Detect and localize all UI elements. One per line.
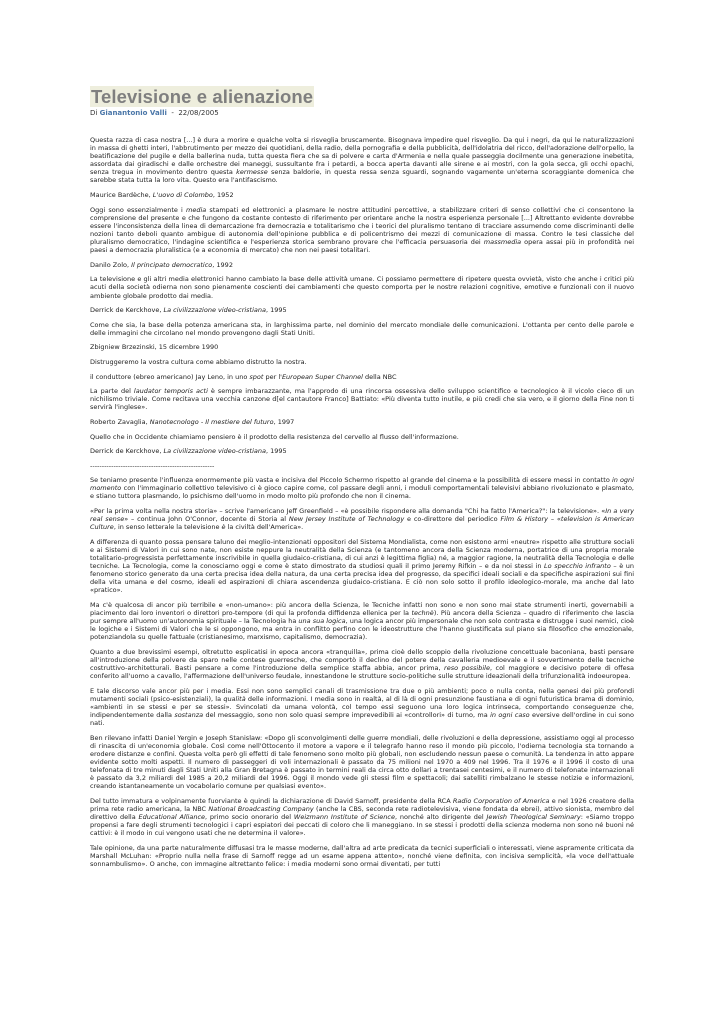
emph: Educational Alliance	[138, 813, 206, 822]
cite-work: Il principato democratico	[131, 260, 213, 269]
text: A differenza di quanto possa pensare taluno dei meglio-intenzionati oppositori del Sistema Mondialista, come non esistono armi «neutre» rispetto alle strutture sociali e ai Sistemi di Valori in cui sono nate, non esiste neppure la neutralità della Scienza (e tantomeno ancora della Scienza moderna, portatrice di una propria morale totalitario-progressista perfettamente inscrivibile in quella giudaico-cristiana, di cui anzi è legittima figlia) né, a maggior ragione, la neutralità della Tecnologia e delle tecniche. La Tecnologia, come la conosciamo oggi e come è stato dimostrato da studiosi quali il primo Jeremy Rifkin – e da noi stessi in	[90, 537, 634, 571]
emph: massmedia	[483, 238, 522, 247]
cite-year: , 1992	[212, 260, 233, 269]
emph: Weizmann Institute of Science	[293, 813, 395, 822]
quote-citation	[90, 306, 634, 314]
quote-zavaglia	[90, 387, 634, 411]
emph: technè	[411, 609, 434, 618]
text: delle informazioni. I media sono in realtà, al di là di ogni presunzione faustiana e di ogni futuristica brama di dominio, «ambienti in se stessi e per se stessi». Svincolati da umana volontà, col tempo essi seguono una loro logica intrinseca, comportando conseguenze che, indipendentemente dalla	[90, 694, 634, 720]
emph: kermesse	[236, 168, 268, 177]
emph: National Broadcasting Company	[208, 805, 314, 813]
emph: Film & History	[500, 515, 548, 524]
cite-author: Derrick de Kerckhove,	[90, 306, 164, 315]
cite-year: , 1995	[266, 306, 287, 315]
text: E tale discorso vale ancor più per i media. Essi non sono semplici canali di trasmissione tra due o più ambienti; poco o nulla conta, nella genesi dei più profondi mutamenti sociali (psico-esistenziali), la	[90, 686, 634, 703]
cite-year: , 1997	[273, 417, 295, 426]
byline-separator: -	[171, 109, 174, 117]
text: , col maggiore e decisivo potere di offesa conferito all'uomo a cavallo, l'affermazione dell'universo feudale, innestandone le strutture socio-politiche sulle strutture ideazionali della trifunzionalità indoeuropea.	[90, 664, 634, 681]
quote-kerckhove-2: Quello che in Occidente chiamiamo pensiero è il prodotto della resistenza del cervello al flusso dell'informazione.	[90, 432, 459, 441]
emph: è	[221, 523, 226, 532]
text: della NBC	[362, 372, 397, 381]
text: eversive dell'ordine in cui sono nati.	[90, 711, 634, 728]
emph: in ogni caso	[490, 711, 530, 720]
text: Oggi sono essenzialmente i	[90, 205, 187, 214]
body-paragraph	[90, 797, 634, 837]
text: : «Siamo troppo propensi a fare degli strumenti tecnologici i capri espiatori dei peccati di coloro che li maneggiano. In se stessi i prodotti della scienza moderna non sono né buoni né cattivi: è il modo in cui vengono usati che ne determina il valore».	[90, 813, 634, 838]
text: ). Più ancora della Scienza – quadro di riferimento che lascia pur sempre all'uomo un'autonomia spirituale – la Tecnologia ha	[90, 609, 634, 626]
emph: European Super Channel	[281, 372, 363, 381]
cite-work: La civilizzazione video-cristiana	[163, 306, 266, 315]
cite-work: La civilizzazione video-cristiana	[163, 447, 266, 456]
text: stampati ed elettronici a plasmare le nostre attitudini percettive, a stabilizzare criteri di senso collettivi che ci consentono la comprensione del presente e che fungono da costante contesto di riferimento per orientare anche la nostra esperienza personale [...] Altrettanto evidente dovrebbe essere l'inconsistenza della linea di demarcazione fra democrazia e totalitarismo che i teorici del pluralismo tentano di tracciare assumendo come discriminanti delle nozioni tanto deboli quanto ambigue di autonomia dell'opinione pubblica e di policentrismo dei mezzi di comunicazione di massa. Contro le tesi classiche del pluralismo democratico, l'indagine scientifica e l'esperienza storica sembrano provare che l'efficacia persuasoria dei	[90, 205, 634, 247]
byline-prefix: Di	[90, 109, 98, 117]
emph: Jewish Theological Seminary	[486, 813, 581, 822]
text: Del tutto immatura e volpinamente fuorviante è quindi la dichiarazione di David Sarnoff, presidente della RCA	[90, 796, 453, 805]
body-paragraph	[90, 507, 634, 531]
cite-author: Derrick de Kerckhove,	[90, 447, 164, 456]
quote-leno: Distruggeremo la vostra cultura come abbiamo distrutto la nostra.	[90, 357, 307, 366]
text: e nel 1926 creatore della prima rete radio americana, la NBC	[90, 796, 634, 813]
text: La parte del	[90, 387, 134, 396]
cite-year: , 1952	[212, 191, 234, 200]
text: per l'	[263, 372, 282, 381]
text: , primo socio onorario del	[205, 813, 294, 822]
cite-author: Roberto Zavaglia,	[90, 417, 150, 426]
section-separator: -----------------------------------------------------	[90, 461, 215, 470]
text: con l'immaginario collettivo televisivo ci è gioco capire come, col passare degli anni, i moduli comportamentali televisivi abbiano rivoluzionato e plasmato, e stiano tuttora plasmando, lo psichismo dell'uomo in modo molto più profondo che non il cinema.	[90, 484, 634, 501]
text: e co-direttore del periodico	[404, 515, 501, 524]
quote-citation	[90, 191, 634, 199]
byline	[90, 109, 634, 118]
text: Questa razza di casa nostra [...] è dura a morire e qualche volta si risveglia bruscamente. Bisognava impedire quel risveglio. Da qui i negri, da qui le naturalizzazioni in massa di ghetti interi, l'abbrutimento per mezzo dei quotidiani, della radio, della pornografia e della pubblicità, dell'idolatria del ricco, dell'adorazione dell'orpello, la beatificazione del pugile e della ballerina nuda, tutta questa fiera che sa di polvere e carta d'Armenia e nella quale passeggia docilmente una generazione inebetita, assordata dai giradischi e dalle orchestre dei maneggi, sussultante fra i petardi, a bocca aperta davanti alle sirene e ai mostri, con la gola secca, gli occhi opachi, senza tregua in movimento dentro questa	[90, 136, 634, 177]
body-paragraph	[90, 734, 634, 791]
emph: Radio Corporation of America	[452, 796, 550, 805]
text: è sempre imbarazzante, ma l'approdo di una rincorsa ossessiva dello sviluppo scientifico e tecnologico è il vicolo cieco di un nichilismo triviale. Come recitava una vecchia canzone d[el cantautore Franco] Battiato: «Più diventa tutto inutile, e più credi che sia vero, e il giorno della Fine non ti servirà l'inglese».	[90, 387, 634, 412]
text: Tale opinione, da una parte naturalmente diffusasi tra le masse moderne, dall'altra ad arte predicata da tecnici superficiali o interessati, viene aspramente criticata da Marshall McLuhan: «Proprio nulla nella frase di Sarnoff regge ad un esame appena attento», nonché viene definita, con incisiva semplicità, «la voce dell'attuale sonnambulismo». O anche, con immagine altrettanto felice: i media moderni sono ormai diventati, per tutti	[90, 843, 634, 869]
quote-citation	[90, 373, 634, 381]
cite-author: Danilo Zolo,	[90, 260, 132, 269]
text: , nonché alto dirigente del	[395, 813, 487, 822]
cite-work: L'uovo di Colombo	[152, 191, 213, 200]
text: senza baldorie, in questa ressa senza sguardi, sognando vagamente un'eterna scoraggiante domenica che sarebbe stata tutta la loro vita. Questo era l'antifascismo.	[90, 168, 634, 185]
emph: laudator temporis acti	[133, 387, 208, 396]
text: » – continua John O'Connor, docente di Storia al	[124, 515, 289, 524]
emph: reso possibile	[444, 664, 490, 673]
cite-year: , 1995	[266, 447, 287, 456]
text: (anche la CBS, seconda rete radiotelevisiva, viene fondata da ebrei), attivo sionista, membro del direttivo della	[90, 805, 634, 822]
emph: media	[186, 205, 207, 214]
text: del messaggio, sono non solo quasi sempre imprevedibili ai «controllori» di turno, ma	[203, 711, 491, 720]
quote-bardeche	[90, 136, 634, 185]
publish-date: 22/08/2005	[178, 109, 219, 117]
body-paragraph	[90, 844, 634, 868]
text: «Per la prima volta nella nostra storia» – scrive l'americano Jeff Greenfield – «è possibile rispondere alla domanda "Chi ha fatto l'America?": la televisione». «	[90, 507, 606, 515]
cite-work: Nanotecnologo - Il mestiere del futuro	[149, 417, 274, 426]
text: Ma c'è qualcosa di ancor più terribile e «non-umano»: più ancora della Scienza, le Tecniche infatti non sono e non sono mai state strumenti inerti, governabili a piacimento dai loro inventori o direttori pro-tempore (di qui la profonda diffidenza ellenica per la	[90, 600, 634, 618]
quote-zolo	[90, 206, 634, 255]
text: Se teniamo presente l'influenza enormemente più vasta e incisiva del Piccolo Schermo rispetto al grande del cinema e la possibilità di essere messi in contatto	[90, 476, 612, 485]
body-paragraph	[90, 687, 634, 727]
cite-author: Maurice Bardèche,	[90, 191, 153, 200]
body-paragraph	[90, 648, 634, 680]
body-paragraph	[90, 476, 634, 500]
body-paragraph	[90, 601, 634, 641]
emph: television is American Culture	[90, 515, 634, 532]
text: Quanto a due brevissimi esempi, oltretutto esplicatisi in epoca ancora «tranquilla», prima cioè dello scoppio della rivoluzione concettuale baconiana, basti pensare all'introduzione della polvere da sparo nelle contese guerresche, che comportò il declino del potere della cavalleria medioevale e il sovvertimento delle tecniche costruttivo-architetturali. Basti pensare a come l'introduzione della semplice staffa abbia, ancor prima,	[90, 647, 634, 673]
author-link[interactable]: Gianantonio Valli	[99, 109, 167, 117]
emph: qualità	[223, 694, 246, 703]
quote-kerckhove-1: La televisione e gli altri media elettronici hanno cambiato la base delle attività umane. Ci possiamo permettere di ripetere questa ovvietà, visto che anche i critici più acuti della società odierna non sono pienamente coscienti dei cambiamenti che questo comporta per le nostre relazioni cognitive, emotive e funzionali con il nuovo ambiente globale prodotto dai media.	[90, 275, 634, 300]
text: – è un fenomeno storico generato da una certa precisa idea della natura, da una certa precisa idea del progresso, da specifici ideali sociali e da specifiche aspirazioni sui fini della vita umana e del cosmo, ideali ed aspirazioni di chiara ascendenza giudaico-cristiana. E ciò non solo sotto il profilo ideologico-morale, ma anche dal lato «pratico».	[90, 562, 634, 595]
emph: Lo specchio infranto	[544, 562, 611, 571]
text: , una logica ancor più impersonale che non solo contrasta e distrugge i suoi nemici, cioè le logiche e i Sistemi di Valori che le si oppongono, ma entra in conflitto perfino con le ideostrutture che l'hanno giustificata sul piano sia filosofico che emozionale, potenziandola su quelle fattuale (cristianesimo, marxismo, capitalismo, democrazia).	[90, 617, 635, 642]
quote-citation	[90, 261, 634, 269]
text: il conduttore (ebreo americano) Jay Leno, in uno	[90, 372, 250, 381]
text: – «	[547, 515, 561, 524]
text: , in senso letterale la televisione	[113, 523, 222, 532]
emph: In a very real sense	[90, 507, 634, 524]
quote-citation	[90, 418, 634, 426]
text: opera assai più in profondità nei paesi a democrazia pluralistica (e a economia di mercato) che non nei paesi totalitari.	[90, 238, 634, 255]
emph: sostanza	[174, 711, 204, 720]
emph: spot	[249, 372, 264, 381]
emph: una sua logica	[298, 617, 346, 626]
body-paragraph	[90, 538, 634, 595]
emph: New Jersey Institute of Technology	[288, 515, 405, 524]
quote-citation	[90, 447, 634, 455]
emph: in ogni momento	[90, 476, 634, 493]
quote-brzezinski: Come che sia, la base della potenza americana sta, in larghissima parte, nel dominio del mercato mondiale delle comunicazioni. L'ottanta per cento delle parole e delle immagini che circolano nel mondo provengono dagli Stati Uniti.	[90, 320, 634, 337]
quote-citation: Zbigniew Brzezinski, 15 dicembre 1990	[90, 343, 219, 352]
page-title: Televisione e alienazione	[91, 86, 314, 107]
text: la civiltà dell'America».	[225, 523, 304, 532]
text: Ben rilevano infatti Daniel Yergin e Joseph Stanislaw: «Dopo gli sconvolgimenti delle guerre mondiali, delle rivoluzioni e della depressione, assistiamo oggi al processo di rinascita di un'economia globale. Così come nell'Ottocento il motore a vapore e il telegrafo hanno reso il mondo più piccolo, l'odierna tecnologia sta tornando a erodere distanze e confini. Questa volta però gli effetti di tale fenomeno sono molto più globali, non escludendo nessun paese o comunità. La tendenza in atto appare evidente sotto molti aspetti. Il numero di passeggeri di voli internazionali è passato da 75 milioni nel 1970 a 409 nel 1996. Tra il 1976 e il 1996 il costo di una telefonata di tre minuti dagli Stati Uniti alla Gran Bretagna è passato in termini reali da circa otto dollari a trentasei centesimi, e il numero di telefonate internazionali è passato da 3,2 miliardi del 1985 a 20,2 miliardi del 1996. Oggi il mondo vede gli stessi film e spettacoli; dai satelliti rimbalzano le stesse notizie e informazioni, creando istantaneamente un vocabolario comune per qualsiasi evento».	[90, 733, 634, 791]
